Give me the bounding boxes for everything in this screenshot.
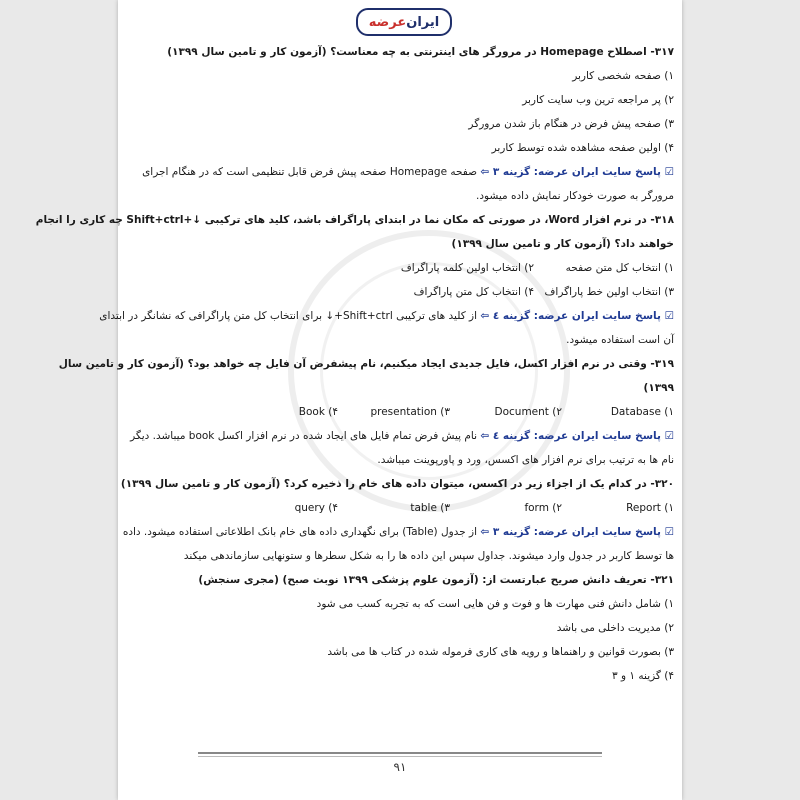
answer-text: صفحه Homepage صفحه پیش فرض قابل تنظیمی است که در هنگام اجرای (142, 166, 481, 178)
answer-label: پاسخ سایت ایران عرضه: گزینه ٤ ⇦ (480, 310, 661, 322)
question-319-option-1: ۱) Database (610, 406, 674, 418)
question-321-option-1: ۱) شامل دانش فنی مهارت ها و فوت و فن هایی است که به تجربه کسب می شود (316, 598, 674, 610)
brand-logo (356, 8, 452, 36)
checkbox-icon: ☑ (660, 430, 674, 442)
question-319-answer-cont: نام ها به ترتیب برای نرم افزار های اکسس، ورد و پاورپوینت میباشد. (377, 454, 674, 466)
question-317-title: ۳۱۷- اصطلاح Homepage در مرورگر های اینترنتی به چه معناست؟ (آزمون کار و تامین سال ۱۳۹۹) (167, 46, 674, 58)
question-320-title: ۳۲۰- در کدام یک از اجزاء زیر در اکسس، میتوان داده های خام را ذخیره کرد؟ (آزمون کار و تامین سال ۱۳۹۹) (120, 478, 674, 490)
answer-label: پاسخ سایت ایران عرضه: گزینه ٤ ⇦ (480, 430, 661, 442)
question-321-option-2: ۲) مدیریت داخلی می باشد (556, 622, 674, 634)
question-319-option-4: ۴) Book (298, 406, 338, 418)
question-318-answer (99, 304, 674, 328)
question-320-option-1: ۱) Report (626, 502, 674, 514)
question-320-option-2: ۲) form (524, 502, 562, 514)
question-320-options-row (124, 496, 674, 520)
question-320-option-3: ۳) table (410, 502, 450, 514)
question-318-title: ۳۱۸- در نرم افزار Word، در صورتی که مکان نما در ابتدای پاراگراف باشد، کلید های ترکیبی ↓+Shift+ctrl چه کاری را انجام (35, 214, 674, 226)
page-number: ۹۱ (393, 760, 407, 774)
question-319-options-row (124, 400, 674, 424)
question-319-answer (124, 424, 674, 448)
answer-text: نام پیش فرض تمام فایل های ایجاد شده در نرم افزار اکسل book میباشد. دیگر (130, 430, 481, 442)
question-317-option-3: ۳) صفحه پیش فرض در هنگام باز شدن مرورگر (468, 118, 674, 130)
question-318-answer-cont: آن است استفاده میشود. (566, 334, 674, 346)
checkbox-icon: ☑ (660, 310, 674, 322)
document-page (35, 0, 682, 800)
document-body (35, 40, 674, 688)
question-317-answer (124, 160, 674, 184)
footer-divider-thin (198, 756, 602, 757)
question-318-options-row-1 (124, 256, 674, 280)
question-319-option-2: ۲) Document (494, 406, 562, 418)
question-321-title: ۳۲۱- تعریف دانش صریح عبارتست از: (آزمون علوم پزشکی ۱۳۹۹ نوبت صبح) (مجری سنجش) (198, 574, 674, 586)
question-321-option-4: ۴) گزینه ۱ و ۳ (612, 670, 674, 682)
question-318-option-2: ۲) انتخاب اولین کلمه پاراگراف (400, 262, 534, 274)
answer-text: از کلید های ترکیبی Shift+ctrl+↓ برای انتخاب کل متن پاراگرافی که نشانگر در ابتدای (99, 310, 481, 322)
checkbox-icon: ☑ (660, 166, 674, 178)
question-321-option-3: ۳) بصورت قوانین و راهنماها و رویه های کاری فرموله شده در کتاب ها می باشد (327, 646, 674, 658)
question-317-option-2: ۲) پر مراجعه ترین وب سایت کاربر (522, 94, 674, 106)
question-318-option-4: ۴) انتخاب کل متن پاراگراف (413, 286, 534, 298)
question-318-option-1: ۱) انتخاب کل متن صفحه (565, 262, 674, 274)
question-319-title: ۳۱۹- وقتی در نرم افزار اکسل، فایل جدیدی ایجاد میکنیم، نام پیشفرض آن فایل چه خواهد بود؟ (آزمون کار و تامین سال (58, 358, 674, 370)
question-319-option-3: ۳) presentation (370, 406, 450, 418)
logo-text-b: عرضه (368, 14, 407, 30)
answer-text: از جدول (Table) برای نگهداری داده های خام بانک اطلاعاتی استفاده میشود. داده (122, 526, 481, 538)
logo-text-a: ایران (406, 14, 440, 30)
answer-label: پاسخ سایت ایران عرضه: گزینه ۳ ⇦ (480, 526, 661, 538)
question-318-title-cont: خواهند داد؟ (آزمون کار و تامین سال ۱۳۹۹) (451, 238, 674, 250)
question-320-answer (124, 520, 674, 544)
question-317-answer-cont: مرورگر به صورت خودکار نمایش داده میشود. (476, 190, 674, 202)
question-317-option-4: ۴) اولین صفحه مشاهده شده توسط کاربر (491, 142, 674, 154)
answer-label: پاسخ سایت ایران عرضه: گزینه ۳ ⇦ (480, 166, 661, 178)
footer-divider (198, 752, 602, 754)
question-320-answer-cont: ها توسط کاربر در جدول وارد میشوند. جداول سپس این داده ها را به شکل سطرها و ستونهایی سازماندهی میکند (183, 550, 674, 562)
question-319-title-cont: ۱۳۹۹) (643, 382, 674, 394)
checkbox-icon: ☑ (660, 526, 674, 538)
question-320-option-4: ۴) query (294, 502, 338, 514)
question-318-option-3: ۳) انتخاب اولین خط پاراگراف (544, 286, 674, 298)
question-317-option-1: ۱) صفحه شخصی کاربر (572, 70, 674, 82)
question-318-options-row-2 (124, 280, 674, 304)
